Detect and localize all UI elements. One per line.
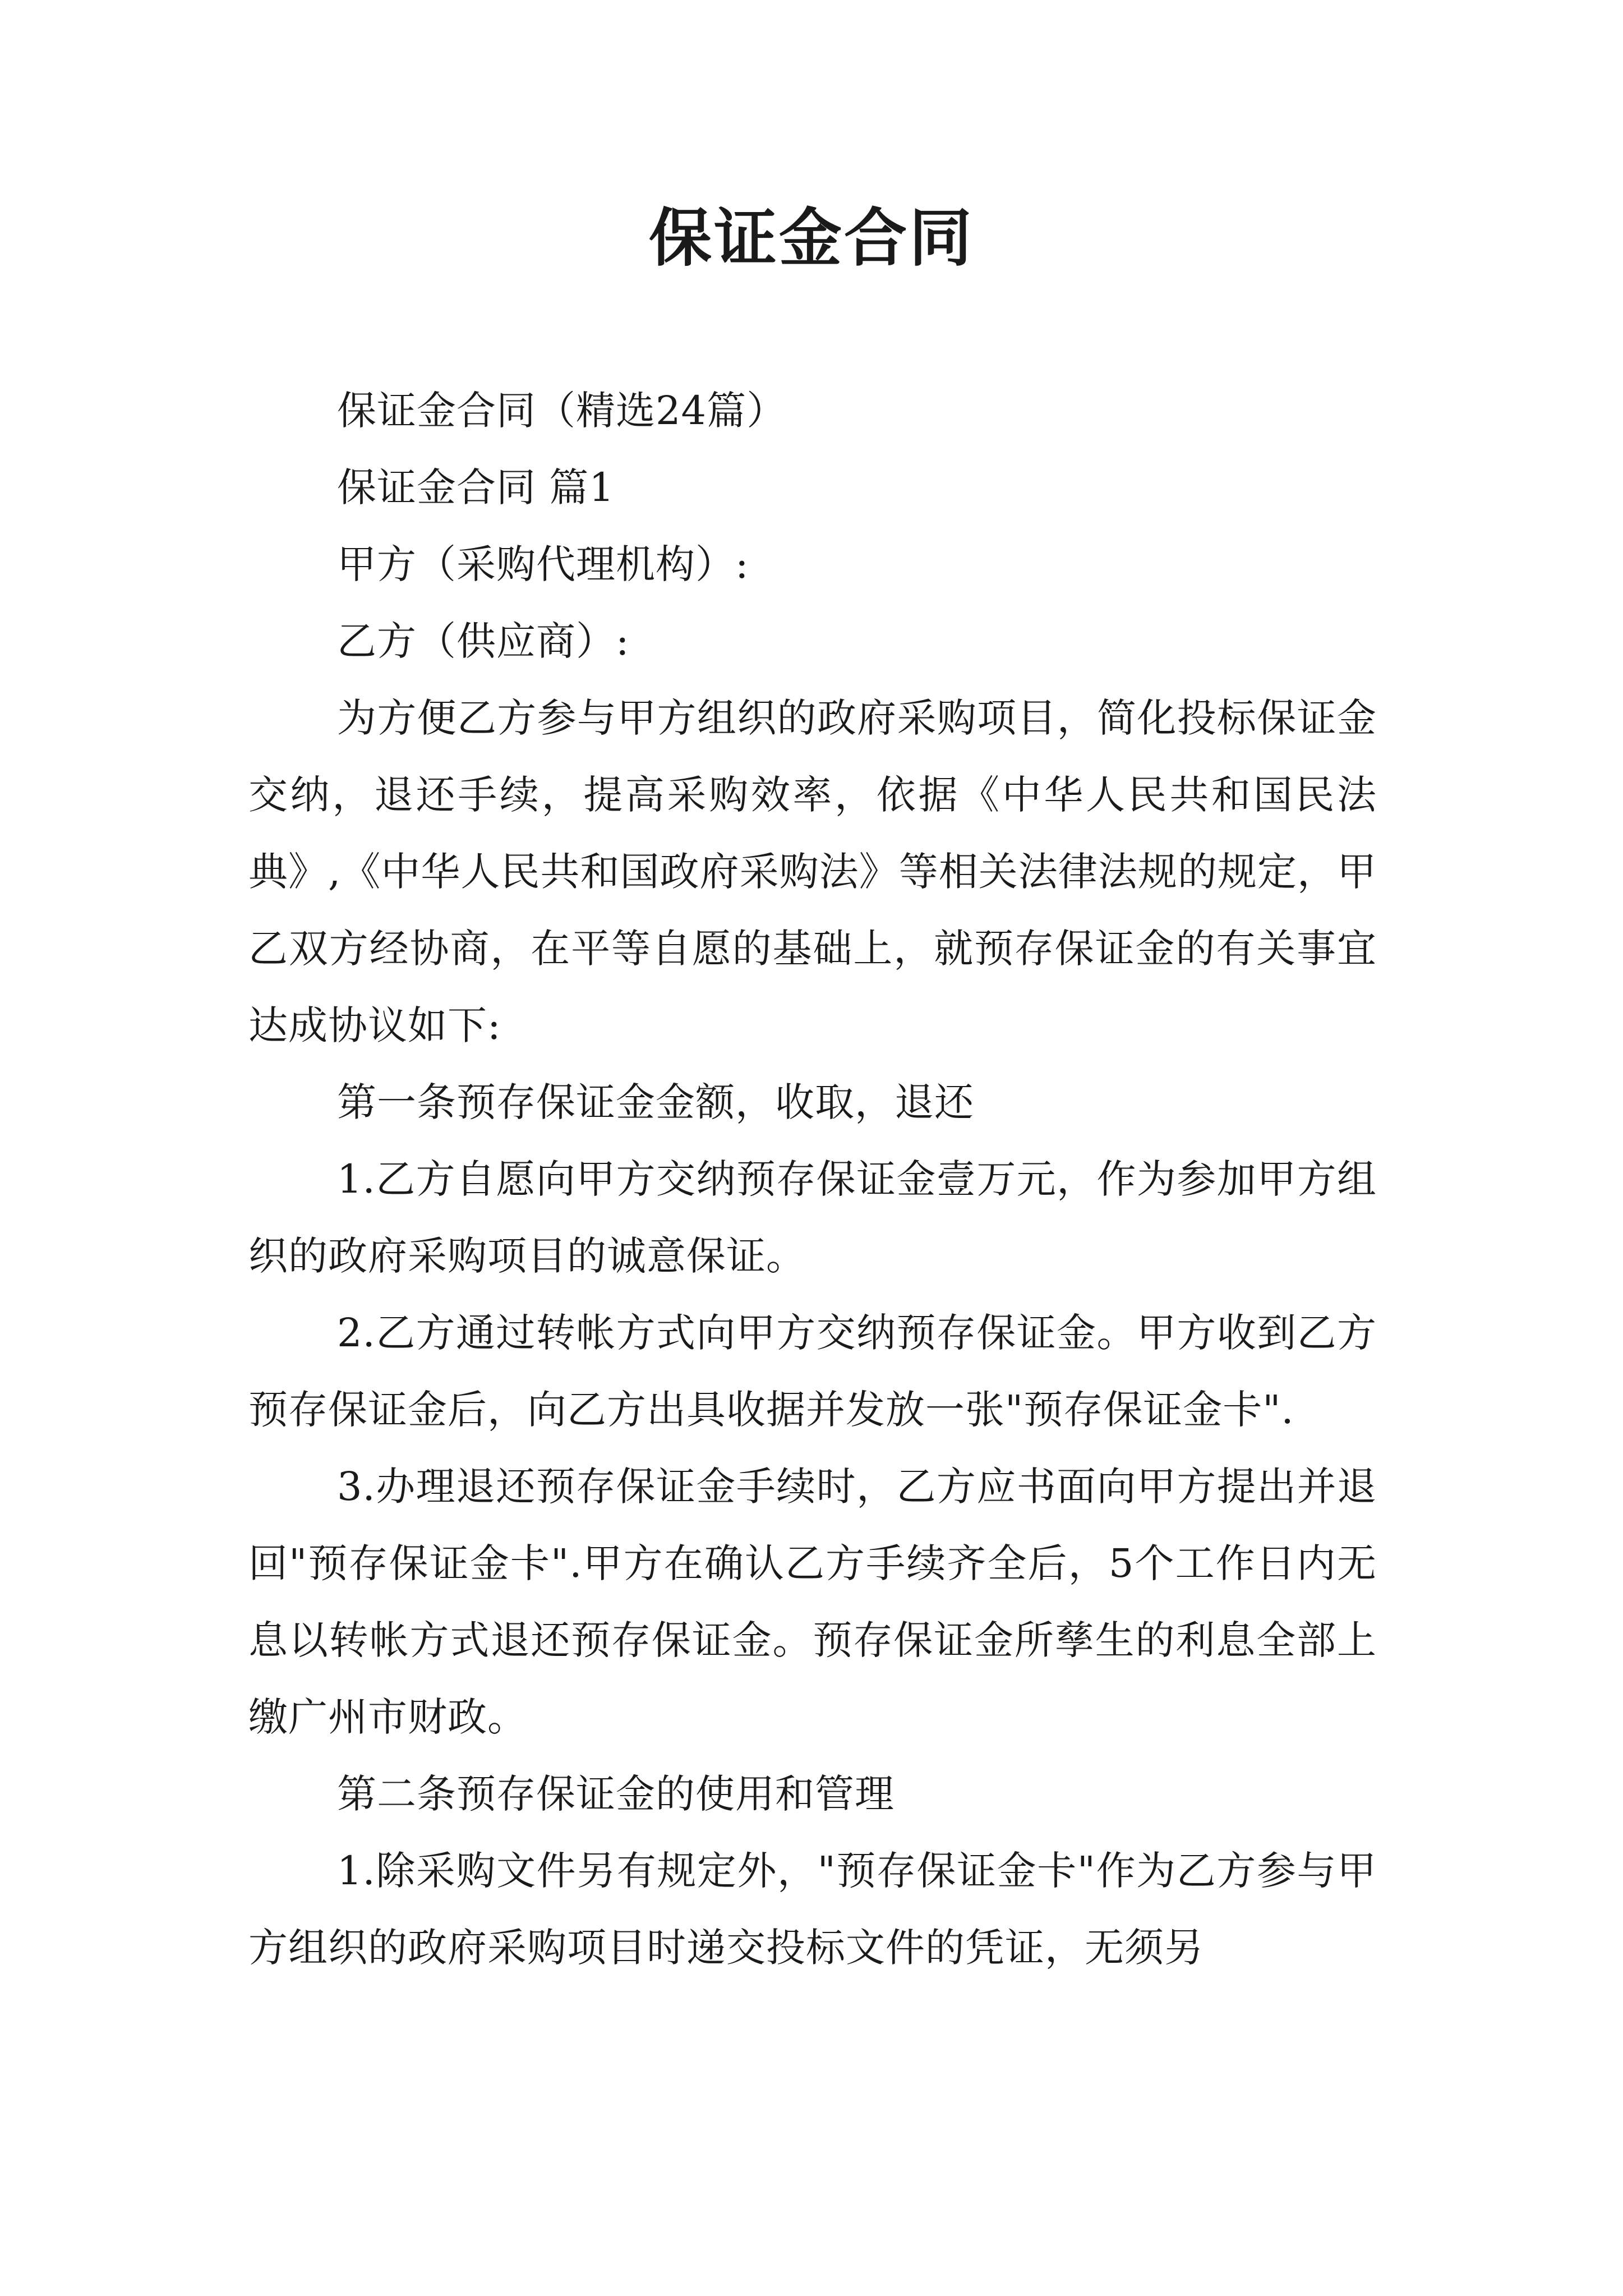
paragraph-article-2-heading: 第二条预存保证金的使用和管理 <box>337 1771 895 1817</box>
paragraph-article-1-clause-2: 2.乙方通过转帐方式向甲方交纳预存保证金。甲方收到乙方预存保证金后，向乙方出具收据并发放一张"预存保证金卡". <box>248 1310 1377 1433</box>
document-body <box>248 372 1377 1986</box>
paragraph-article-1-clause-3: 3.办理退还预存保证金手续时，乙方应书面向甲方提出并退回"预存保证金卡".甲方在确认乙方手续齐全后，5个工作日内无息以转帐方式退还预存保证金。预存保证金所孳生的利息全部上缴广州市财政。 <box>248 1464 1377 1740</box>
paragraph-section-heading: 保证金合同 篇1 <box>337 464 615 510</box>
paragraph-article-1-clause-1: 1.乙方自愿向甲方交纳预存保证金壹万元，作为参加甲方组织的政府采购项目的诚意保证。 <box>248 1156 1377 1279</box>
paragraph-article-1-heading: 第一条预存保证金金额，收取，退还 <box>337 1079 974 1125</box>
paragraph-subtitle: 保证金合同（精选24篇） <box>337 388 787 434</box>
paragraph-article-2-clause-1: 1.除采购文件另有规定外，"预存保证金卡"作为乙方参与甲方组织的政府采购项目时递交投标文件的凭证，无须另 <box>248 1848 1377 1971</box>
paragraph-preamble: 为方便乙方参与甲方组织的政府采购项目，简化投标保证金交纳，退还手续，提高采购效率，依据《中华人民共和国民法典》,《中华人民共和国政府采购法》等相关法律法规的规定，甲乙双方经协商，在平等自愿的基础上，就预存保证金的有关事宜达成协议如下: <box>248 695 1377 1048</box>
paragraph-party-a: 甲方（采购代理机构）: <box>337 541 749 587</box>
paragraph-party-b: 乙方（供应商）: <box>337 618 630 664</box>
document-title: 保证金合同 <box>649 201 974 275</box>
